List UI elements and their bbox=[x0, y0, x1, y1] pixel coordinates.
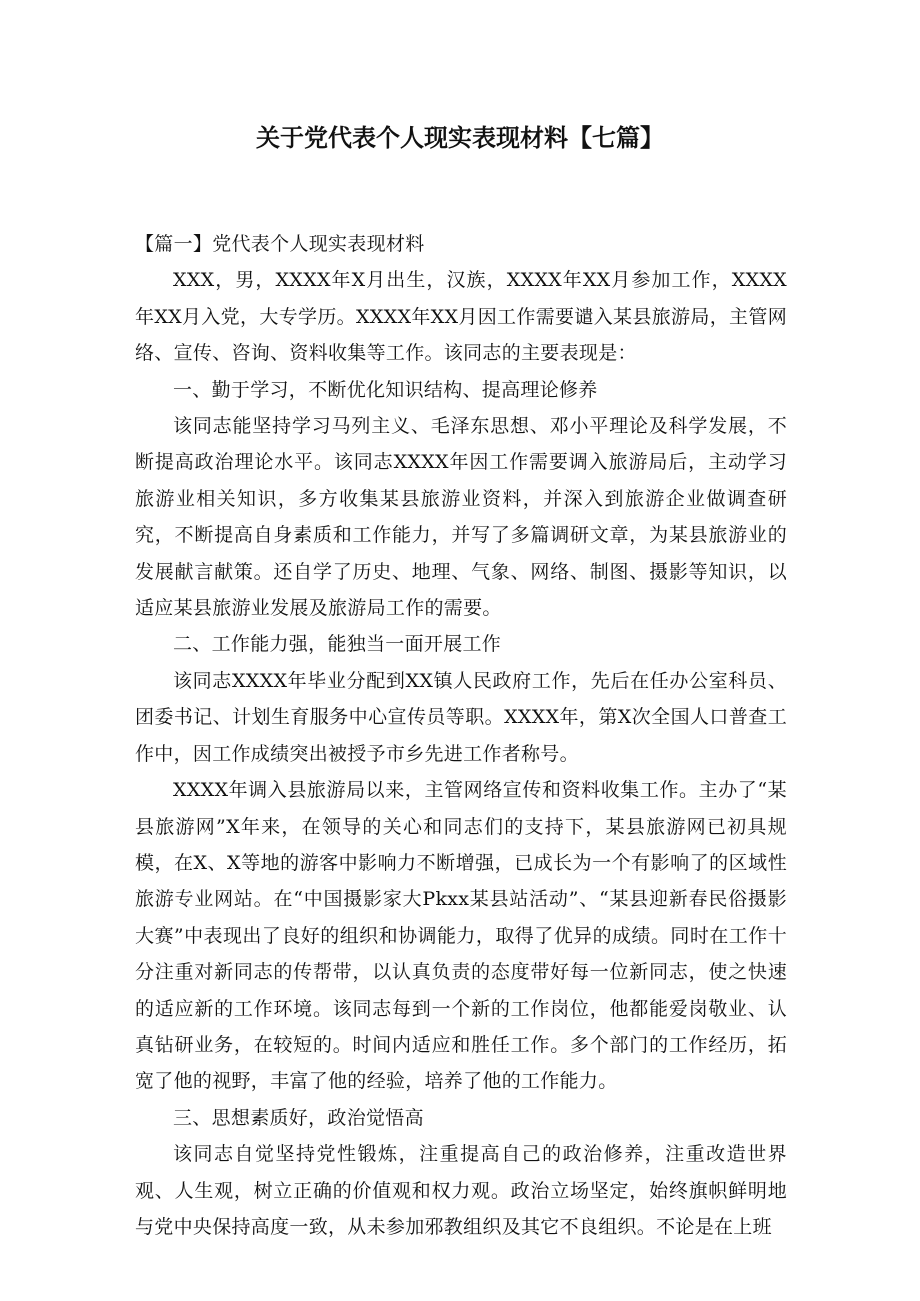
paragraph-ideology: 该同志自觉坚持党性锻炼，注重提高自己的政治修养，注重改造世界观、人生观，树立正确的价值观和权力观。政治立场坚定，始终旗帜鲜明地与党中央保持高度一致，从未参加邪教组织及其它不良组织。不论是在上班 bbox=[135, 1143, 787, 1238]
paragraph-study: 该同志能坚持学习马列主义、毛泽东思想、邓小平理论及科学发展，不断提高政治理论水平。该同志XXXX年因工作需要调入旅游局后，主动学习旅游业相关知识，多方收集某县旅游业资料，并深入到旅游企业做调查研究，不断提高自身素质和工作能力，并写了多篇调研文章，为某县旅游业的发展献言献策。还自学了历史、地理、气象、网络、制图、摄影等知识，以适应某县旅游业发展及旅游局工作的需要。 bbox=[135, 415, 787, 620]
document-title: 关于党代表个人现实表现材料【七篇】 bbox=[256, 124, 664, 152]
paragraph-intro: XXX，男，XXXX年X月出生，汉族，XXXX年XX月参加工作，XXXX年XX月入党，大专学历。XXXX年XX月因工作需要谴入某县旅游局，主管网络、宣传、咨询、资料收集等工作。该同志的主要表现是： bbox=[135, 269, 787, 365]
heading-ability: 二、工作能力强，能独当一面开展工作 bbox=[173, 633, 502, 656]
paragraph-ability-1: 该同志XXXX年毕业分配到XX镇人民政府工作，先后在任办公室科员、团委书记、计划生育服务中心宣传员等职。XXXX年，第X次全国人口普查工作中，因工作成绩突出被授予市乡先进工作者称号。 bbox=[135, 669, 787, 765]
heading-study: 一、勤于学习，不断优化知识结构、提高理论修养 bbox=[173, 378, 598, 401]
paragraph-ability-2: XXXX年调入县旅游局以来，主管网络宣传和资料收集工作。主办了“某县旅游网”X年来，在领导的关心和同志们的支持下，某县旅游网已初具规模，在X、X等地的游客中影响力不断增强，已成长为一个有影响了的区域性旅游专业网站。在“中国摄影家大Pkxx某县站活动”、“某县迎新春民俗摄影大赛”中表现出了良好的组织和协调能力，取得了优异的成绩。同时在工作十分注重对新同志的传帮带，以认真负责的态度带好每一位新同志，使之快速的适应新的工作环境。该同志每到一个新的工作岗位，他都能爱岗敬业、认真钻研业务，在较短的。时间内适应和胜任工作。多个部门的工作经历，拓宽了他的视野，丰富了他的经验，培养了他的工作能力。 bbox=[135, 779, 787, 1093]
document-body bbox=[135, 226, 787, 1245]
heading-ideology: 三、思想素质好，政治觉悟高 bbox=[173, 1106, 424, 1129]
section-title: 【篇一】党代表个人现实表现材料 bbox=[135, 233, 425, 255]
